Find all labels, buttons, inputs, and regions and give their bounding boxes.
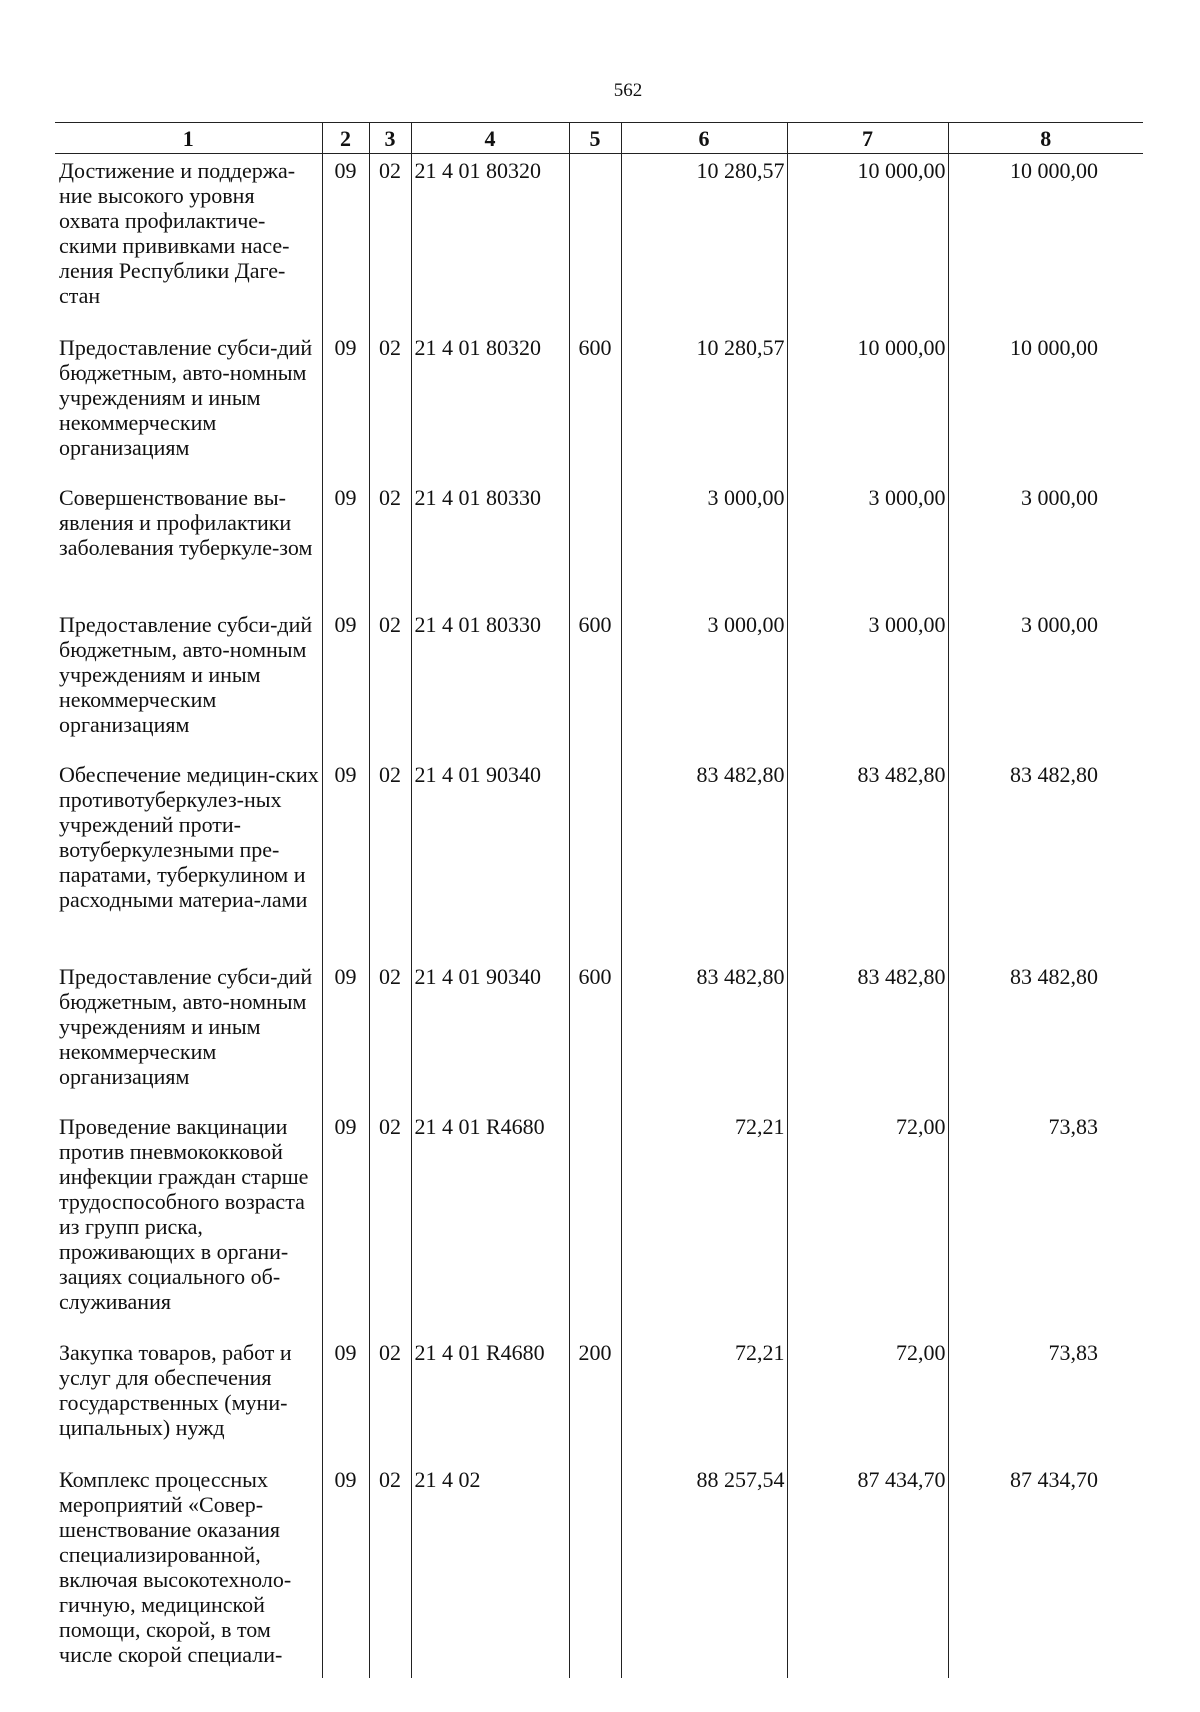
row-target-code: 21 4 01 80330: [411, 481, 569, 608]
table-row: [55, 1110, 1143, 1336]
row-value-col6: 10 280,57: [621, 154, 787, 332]
row-expense-type: 200: [569, 1336, 621, 1463]
row-section: 09: [322, 331, 369, 481]
row-section: 09: [322, 1110, 369, 1336]
row-name: Предоставление субси-дий бюджетным, авто-номным учреждениям и иным некоммерческим организациям: [59, 964, 313, 1089]
table-row: [55, 758, 1143, 960]
row-section: 09: [322, 154, 369, 332]
row-name: Обеспечение медицин-ских противотуберкулез-ных учреждений проти-вотуберкулезными пре-паратами, туберкулином и расходными материа-лами: [59, 762, 319, 912]
row-value-col8: 3 000,00: [948, 608, 1143, 758]
row-target-code: 21 4 01 80320: [411, 331, 569, 481]
row-subsection: 02: [369, 960, 411, 1110]
header-col-3: 3: [369, 123, 411, 154]
row-name: Предоставление субси-дий бюджетным, авто-номным учреждениям и иным некоммерческим организациям: [59, 612, 313, 737]
row-section: 09: [322, 1463, 369, 1678]
row-value-col8: 73,83: [948, 1336, 1143, 1463]
row-subsection: 02: [369, 481, 411, 608]
table-row: [55, 481, 1143, 608]
header-col-6: 6: [621, 123, 787, 154]
row-expense-type: 600: [569, 960, 621, 1110]
row-section: 09: [322, 481, 369, 608]
table-row: [55, 608, 1143, 758]
row-value-col8: 10 000,00: [948, 331, 1143, 481]
row-value-col7: 3 000,00: [787, 481, 948, 608]
row-target-code: 21 4 01 90340: [411, 758, 569, 960]
row-value-col7: 10 000,00: [787, 331, 948, 481]
row-subsection: 02: [369, 758, 411, 960]
header-col-2: 2: [322, 123, 369, 154]
row-section: 09: [322, 608, 369, 758]
row-value-col6: 88 257,54: [621, 1463, 787, 1678]
row-target-code: 21 4 02: [411, 1463, 569, 1678]
row-value-col6: 83 482,80: [621, 960, 787, 1110]
row-subsection: 02: [369, 1336, 411, 1463]
row-subsection: 02: [369, 608, 411, 758]
row-value-col7: 3 000,00: [787, 608, 948, 758]
row-section: 09: [322, 1336, 369, 1463]
row-value-col8: 3 000,00: [948, 481, 1143, 608]
header-row: [55, 123, 1143, 154]
row-expense-type: [569, 758, 621, 960]
row-expense-type: 600: [569, 608, 621, 758]
row-target-code: 21 4 01 R4680: [411, 1336, 569, 1463]
header-col-5: 5: [569, 123, 621, 154]
row-name: Совершенствование вы-явления и профилактики заболевания туберкуле-зом: [59, 485, 313, 560]
row-expense-type: 600: [569, 331, 621, 481]
header-col-8: 8: [948, 123, 1143, 154]
row-name: Комплекс процессных мероприятий «Совер-шенствование оказания специализированной, включая высокотехноло-гичную, медицинской помощи, скорой, в том числе скорой специали-: [59, 1467, 292, 1667]
row-value-col6: 3 000,00: [621, 608, 787, 758]
row-name: Проведение вакцинации против пневмококковой инфекции граждан старше трудоспособного возраста из групп риска, проживающих в органи-зациях социального об-служивания: [59, 1114, 309, 1314]
row-value-col7: 10 000,00: [787, 154, 948, 332]
row-value-col6: 83 482,80: [621, 758, 787, 960]
row-expense-type: [569, 481, 621, 608]
row-value-col6: 3 000,00: [621, 481, 787, 608]
row-value-col8: 83 482,80: [948, 758, 1143, 960]
header-col-4: 4: [411, 123, 569, 154]
row-section: 09: [322, 758, 369, 960]
row-target-code: 21 4 01 R4680: [411, 1110, 569, 1336]
row-name: Достижение и поддержа-ние высокого уровня охвата профилактиче-скими прививками насе-ления Республики Даге-стан: [59, 158, 296, 308]
header-col-7: 7: [787, 123, 948, 154]
row-target-code: 21 4 01 80330: [411, 608, 569, 758]
row-subsection: 02: [369, 331, 411, 481]
row-name: Предоставление субси-дий бюджетным, авто-номным учреждениям и иным некоммерческим организациям: [59, 335, 313, 460]
row-value-col6: 10 280,57: [621, 331, 787, 481]
row-target-code: 21 4 01 90340: [411, 960, 569, 1110]
row-value-col8: 83 482,80: [948, 960, 1143, 1110]
table-row: [55, 154, 1143, 332]
row-expense-type: [569, 1110, 621, 1336]
row-value-col8: 87 434,70: [948, 1463, 1143, 1678]
table-row: [55, 1463, 1143, 1678]
row-value-col7: 72,00: [787, 1336, 948, 1463]
row-value-col7: 72,00: [787, 1110, 948, 1336]
row-value-col7: 83 482,80: [787, 960, 948, 1110]
row-value-col8: 10 000,00: [948, 154, 1143, 332]
row-subsection: 02: [369, 1463, 411, 1678]
page-number: 562: [613, 80, 643, 101]
row-section: 09: [322, 960, 369, 1110]
row-value-col8: 73,83: [948, 1110, 1143, 1336]
table-row: [55, 960, 1143, 1110]
row-name: Закупка товаров, работ и услуг для обеспечения государственных (муни-ципальных) нужд: [59, 1340, 292, 1440]
row-target-code: 21 4 01 80320: [411, 154, 569, 332]
table-row: [55, 331, 1143, 481]
row-value-col7: 87 434,70: [787, 1463, 948, 1678]
row-subsection: 02: [369, 1110, 411, 1336]
table-row: [55, 1336, 1143, 1463]
row-expense-type: [569, 154, 621, 332]
row-value-col7: 83 482,80: [787, 758, 948, 960]
row-subsection: 02: [369, 154, 411, 332]
row-expense-type: [569, 1463, 621, 1678]
row-value-col6: 72,21: [621, 1336, 787, 1463]
row-value-col6: 72,21: [621, 1110, 787, 1336]
header-col-1: 1: [55, 123, 322, 154]
budget-table: [55, 122, 1143, 1678]
